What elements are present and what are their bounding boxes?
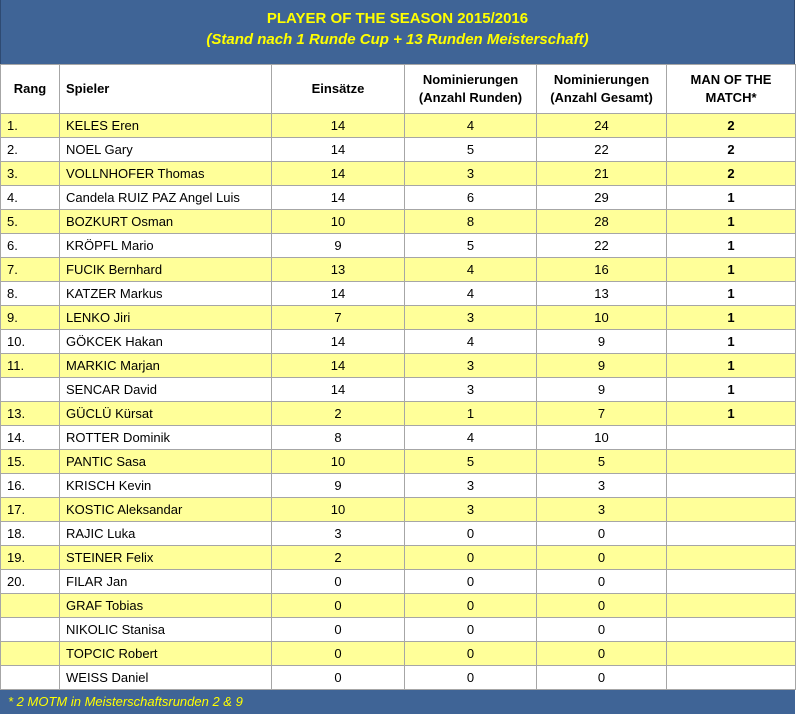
cell-man-of-the-match: 1 [667, 186, 796, 210]
cell-nominierungen-runden: 0 [405, 594, 537, 618]
cell-einsaetze: 9 [272, 234, 405, 258]
table-row [1, 498, 796, 522]
cell-man-of-the-match [667, 474, 796, 498]
cell-rang: 15. [1, 450, 60, 474]
cell-rang: 8. [1, 282, 60, 306]
table-row [1, 138, 796, 162]
cell-spieler: KATZER Markus [60, 282, 272, 306]
table-row [1, 426, 796, 450]
cell-man-of-the-match [667, 570, 796, 594]
cell-einsaetze: 8 [272, 426, 405, 450]
cell-einsaetze: 0 [272, 666, 405, 690]
page-subtitle: (Stand nach 1 Runde Cup + 13 Runden Meisterschaft) [206, 31, 589, 48]
cell-nominierungen-gesamt: 0 [537, 570, 667, 594]
cell-rang: 1. [1, 114, 60, 138]
table-row [1, 450, 796, 474]
cell-nominierungen-gesamt: 0 [537, 666, 667, 690]
table-row [1, 330, 796, 354]
table-row [1, 210, 796, 234]
table-row [1, 186, 796, 210]
cell-einsaetze: 13 [272, 258, 405, 282]
cell-nominierungen-runden: 0 [405, 546, 537, 570]
cell-spieler: KRISCH Kevin [60, 474, 272, 498]
cell-spieler: WEISS Daniel [60, 666, 272, 690]
header-motm-line2: MATCH* [705, 90, 757, 105]
header-spieler: Spieler [60, 65, 272, 114]
cell-einsaetze: 14 [272, 114, 405, 138]
header-man-of-the-match [667, 65, 796, 114]
cell-man-of-the-match [667, 426, 796, 450]
cell-spieler: LENKO Jiri [60, 306, 272, 330]
table-row [1, 618, 796, 642]
cell-rang: 4. [1, 186, 60, 210]
cell-rang: 11. [1, 354, 60, 378]
cell-nominierungen-gesamt: 29 [537, 186, 667, 210]
cell-einsaetze: 7 [272, 306, 405, 330]
cell-man-of-the-match [667, 450, 796, 474]
cell-man-of-the-match [667, 546, 796, 570]
cell-nominierungen-runden: 5 [405, 138, 537, 162]
cell-rang: 2. [1, 138, 60, 162]
cell-rang [1, 378, 60, 402]
cell-nominierungen-runden: 0 [405, 618, 537, 642]
header-einsaetze: Einsätze [272, 65, 405, 114]
cell-nominierungen-runden: 3 [405, 498, 537, 522]
cell-man-of-the-match [667, 594, 796, 618]
cell-einsaetze: 14 [272, 354, 405, 378]
cell-nominierungen-gesamt: 0 [537, 642, 667, 666]
cell-nominierungen-gesamt: 0 [537, 546, 667, 570]
cell-spieler: FILAR Jan [60, 570, 272, 594]
table-row [1, 522, 796, 546]
cell-nominierungen-gesamt: 21 [537, 162, 667, 186]
cell-spieler: SENCAR David [60, 378, 272, 402]
cell-nominierungen-runden: 4 [405, 330, 537, 354]
cell-man-of-the-match: 1 [667, 282, 796, 306]
cell-spieler: PANTIC Sasa [60, 450, 272, 474]
table-row [1, 234, 796, 258]
cell-rang: 17. [1, 498, 60, 522]
cell-nominierungen-runden: 5 [405, 234, 537, 258]
cell-rang [1, 594, 60, 618]
page-title: PLAYER OF THE SEASON 2015/2016 [266, 10, 529, 27]
cell-nominierungen-gesamt: 7 [537, 402, 667, 426]
cell-spieler: Candela RUIZ PAZ Angel Luis [60, 186, 272, 210]
table-row [1, 594, 796, 618]
cell-man-of-the-match: 1 [667, 306, 796, 330]
cell-man-of-the-match: 1 [667, 330, 796, 354]
cell-nominierungen-runden: 8 [405, 210, 537, 234]
cell-einsaetze: 0 [272, 618, 405, 642]
table-row [1, 354, 796, 378]
header-rang: Rang [1, 65, 60, 114]
cell-nominierungen-gesamt: 0 [537, 618, 667, 642]
cell-einsaetze: 2 [272, 402, 405, 426]
table-row [1, 570, 796, 594]
cell-man-of-the-match: 2 [667, 114, 796, 138]
cell-nominierungen-gesamt: 10 [537, 426, 667, 450]
cell-nominierungen-runden: 4 [405, 282, 537, 306]
cell-nominierungen-gesamt: 0 [537, 594, 667, 618]
cell-rang: 9. [1, 306, 60, 330]
cell-einsaetze: 14 [272, 162, 405, 186]
cell-rang [1, 642, 60, 666]
cell-nominierungen-gesamt: 9 [537, 378, 667, 402]
cell-rang [1, 666, 60, 690]
cell-rang: 3. [1, 162, 60, 186]
cell-nominierungen-gesamt: 22 [537, 234, 667, 258]
cell-spieler: KELES Eren [60, 114, 272, 138]
cell-spieler: NOEL Gary [60, 138, 272, 162]
table-row [1, 258, 796, 282]
table-row [1, 402, 796, 426]
cell-nominierungen-runden: 3 [405, 378, 537, 402]
cell-man-of-the-match [667, 522, 796, 546]
cell-rang: 5. [1, 210, 60, 234]
cell-nominierungen-gesamt: 22 [537, 138, 667, 162]
cell-man-of-the-match: 2 [667, 162, 796, 186]
title-banner [0, 0, 795, 64]
cell-nominierungen-runden: 1 [405, 402, 537, 426]
cell-man-of-the-match [667, 642, 796, 666]
cell-einsaetze: 2 [272, 546, 405, 570]
cell-rang [1, 618, 60, 642]
cell-spieler: BOZKURT Osman [60, 210, 272, 234]
cell-spieler: ROTTER Dominik [60, 426, 272, 450]
cell-nominierungen-gesamt: 28 [537, 210, 667, 234]
cell-nominierungen-gesamt: 0 [537, 522, 667, 546]
cell-nominierungen-gesamt: 10 [537, 306, 667, 330]
cell-nominierungen-gesamt: 3 [537, 498, 667, 522]
cell-spieler: KOSTIC Aleksandar [60, 498, 272, 522]
cell-man-of-the-match [667, 618, 796, 642]
cell-nominierungen-runden: 0 [405, 666, 537, 690]
cell-nominierungen-runden: 0 [405, 522, 537, 546]
header-nominierungen-runden-line2: (Anzahl Runden) [418, 90, 523, 105]
cell-einsaetze: 14 [272, 282, 405, 306]
cell-einsaetze: 14 [272, 330, 405, 354]
cell-spieler: VOLLNHOFER Thomas [60, 162, 272, 186]
cell-einsaetze: 0 [272, 570, 405, 594]
cell-man-of-the-match: 1 [667, 402, 796, 426]
table-row [1, 162, 796, 186]
cell-nominierungen-runden: 3 [405, 162, 537, 186]
cell-spieler: MARKIC Marjan [60, 354, 272, 378]
header-motm-line1: MAN OF THE [690, 72, 772, 87]
cell-nominierungen-runden: 4 [405, 114, 537, 138]
cell-spieler: GRAF Tobias [60, 594, 272, 618]
cell-man-of-the-match: 1 [667, 258, 796, 282]
cell-nominierungen-runden: 5 [405, 450, 537, 474]
cell-spieler: STEINER Felix [60, 546, 272, 570]
table-header-row [1, 65, 796, 114]
cell-man-of-the-match: 1 [667, 210, 796, 234]
cell-spieler: KRÖPFL Mario [60, 234, 272, 258]
header-nominierungen-gesamt [537, 65, 667, 114]
header-nominierungen-gesamt-line1: Nominierungen [553, 72, 650, 87]
table-row [1, 642, 796, 666]
cell-einsaetze: 0 [272, 642, 405, 666]
cell-rang: 18. [1, 522, 60, 546]
cell-man-of-the-match: 1 [667, 354, 796, 378]
cell-spieler: TOPCIC Robert [60, 642, 272, 666]
cell-nominierungen-gesamt: 9 [537, 354, 667, 378]
cell-man-of-the-match [667, 666, 796, 690]
cell-rang: 7. [1, 258, 60, 282]
cell-rang: 19. [1, 546, 60, 570]
cell-nominierungen-runden: 4 [405, 258, 537, 282]
cell-einsaetze: 14 [272, 138, 405, 162]
cell-nominierungen-gesamt: 3 [537, 474, 667, 498]
cell-nominierungen-gesamt: 13 [537, 282, 667, 306]
cell-einsaetze: 14 [272, 186, 405, 210]
cell-nominierungen-runden: 0 [405, 570, 537, 594]
cell-spieler: GÖKCEK Hakan [60, 330, 272, 354]
table-row [1, 306, 796, 330]
cell-man-of-the-match: 1 [667, 378, 796, 402]
cell-einsaetze: 9 [272, 474, 405, 498]
cell-nominierungen-runden: 3 [405, 354, 537, 378]
cell-nominierungen-gesamt: 5 [537, 450, 667, 474]
table-body [1, 114, 796, 690]
cell-nominierungen-gesamt: 24 [537, 114, 667, 138]
cell-einsaetze: 10 [272, 210, 405, 234]
cell-spieler: GÜCLÜ Kürsat [60, 402, 272, 426]
footnote-bar [0, 690, 795, 714]
header-nominierungen-gesamt-line2: (Anzahl Gesamt) [550, 90, 653, 105]
cell-man-of-the-match [667, 498, 796, 522]
cell-nominierungen-gesamt: 16 [537, 258, 667, 282]
cell-spieler: RAJIC Luka [60, 522, 272, 546]
table-row [1, 114, 796, 138]
ranking-table [0, 64, 796, 690]
table-row [1, 546, 796, 570]
cell-rang: 6. [1, 234, 60, 258]
header-nominierungen-runden [405, 65, 537, 114]
cell-rang: 13. [1, 402, 60, 426]
cell-nominierungen-runden: 3 [405, 474, 537, 498]
cell-spieler: FUCIK Bernhard [60, 258, 272, 282]
cell-nominierungen-runden: 4 [405, 426, 537, 450]
cell-rang: 10. [1, 330, 60, 354]
footnote-text: * 2 MOTM in Meisterschaftsrunden 2 & 9 [8, 694, 243, 709]
cell-rang: 20. [1, 570, 60, 594]
cell-nominierungen-runden: 0 [405, 642, 537, 666]
cell-man-of-the-match: 2 [667, 138, 796, 162]
table-row [1, 666, 796, 690]
table-row [1, 474, 796, 498]
cell-nominierungen-gesamt: 9 [537, 330, 667, 354]
cell-rang: 14. [1, 426, 60, 450]
cell-einsaetze: 10 [272, 498, 405, 522]
table-row [1, 378, 796, 402]
cell-spieler: NIKOLIC Stanisa [60, 618, 272, 642]
cell-rang: 16. [1, 474, 60, 498]
cell-einsaetze: 3 [272, 522, 405, 546]
cell-einsaetze: 14 [272, 378, 405, 402]
table-row [1, 282, 796, 306]
header-nominierungen-runden-line1: Nominierungen [422, 72, 519, 87]
cell-man-of-the-match: 1 [667, 234, 796, 258]
cell-einsaetze: 10 [272, 450, 405, 474]
cell-nominierungen-runden: 6 [405, 186, 537, 210]
cell-nominierungen-runden: 3 [405, 306, 537, 330]
cell-einsaetze: 0 [272, 594, 405, 618]
